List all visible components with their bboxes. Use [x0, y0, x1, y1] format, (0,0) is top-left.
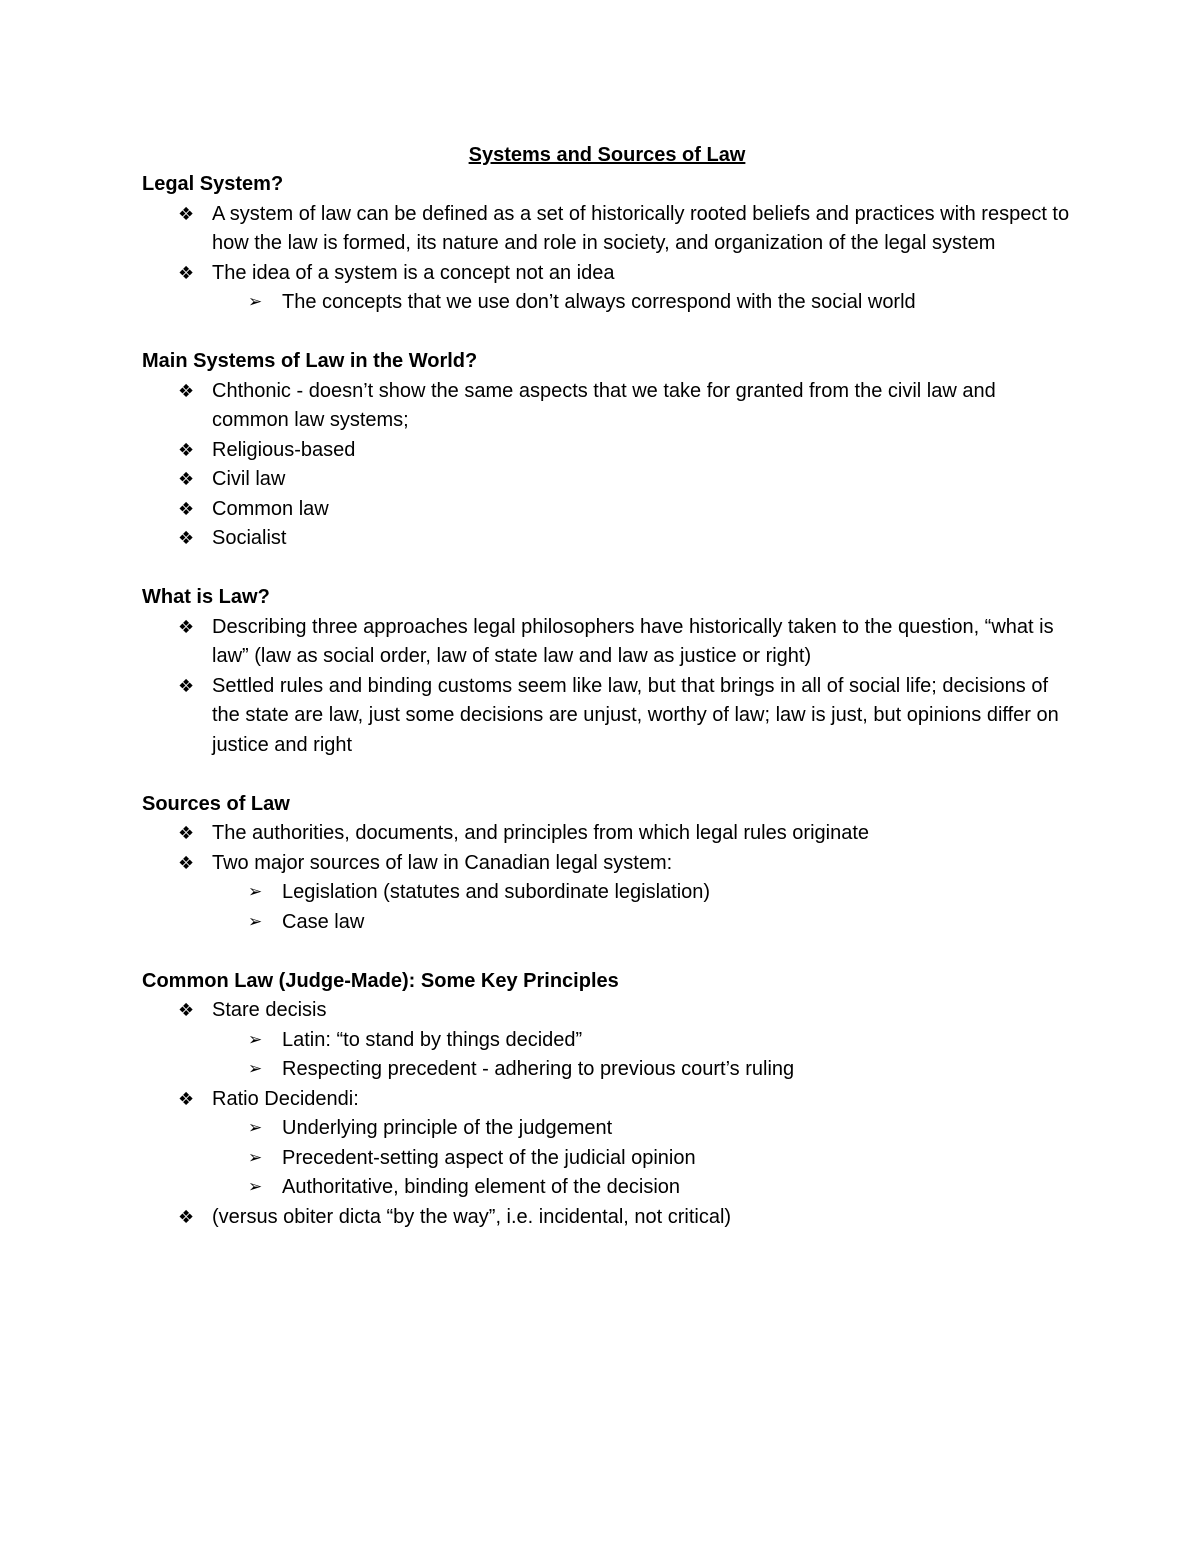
- list-item-text: Stare decisis: [212, 999, 327, 1021]
- section-heading: What is Law?: [142, 586, 270, 608]
- diamond-bullet-icon: ❖: [178, 380, 195, 402]
- list-item-text: Chthonic - doesn’t show the same aspects that we take for granted from the civil law and common law systems;: [212, 379, 996, 431]
- sub-list-item-text: Latin: “to stand by things decided”: [282, 1028, 583, 1051]
- list-item-text: Religious-based: [212, 438, 356, 461]
- list-item-text: Describing three approaches legal philosophers have historically taken to the question, “what is law” (law as social order, law of state law and law as justice or right): [212, 615, 1054, 667]
- list-item: [142, 436, 1072, 466]
- arrowhead-bullet-icon: ➢: [248, 292, 263, 312]
- sub-bullet-list: [212, 288, 1072, 318]
- sub-list-item: [212, 1173, 1072, 1203]
- bullet-list: [142, 819, 1072, 937]
- list-item: [142, 465, 1072, 495]
- diamond-bullet-icon: ❖: [178, 1206, 195, 1228]
- bullet-list: [142, 613, 1072, 761]
- section: [142, 583, 1072, 760]
- section: [142, 347, 1072, 554]
- sub-list-item-text: Underlying principle of the judgement: [282, 1117, 613, 1139]
- sub-list-item-text: Precedent-setting aspect of the judicial opinion: [282, 1146, 696, 1169]
- diamond-bullet-icon: ❖: [178, 1000, 195, 1021]
- list-item: [142, 613, 1072, 672]
- sub-list-item: [212, 288, 1072, 318]
- list-item-text: Common law: [212, 497, 329, 520]
- arrowhead-bullet-icon: ➢: [248, 1029, 263, 1050]
- list-item: [142, 524, 1072, 554]
- arrowhead-bullet-icon: ➢: [248, 1118, 263, 1138]
- list-item-text: The authorities, documents, and principles from which legal rules originate: [212, 822, 870, 844]
- diamond-bullet-icon: ❖: [178, 439, 195, 461]
- diamond-bullet-icon: ❖: [178, 1088, 195, 1110]
- bullet-list: [142, 200, 1072, 318]
- section-heading: Sources of Law: [142, 792, 290, 815]
- sub-list-item: [212, 878, 1072, 908]
- sub-list-item-text: Legislation (statutes and subordinate legislation): [282, 881, 711, 903]
- list-item: [142, 672, 1072, 761]
- sub-list-item: [212, 1114, 1072, 1144]
- section-heading: Common Law (Judge-Made): Some Key Principles: [142, 969, 619, 992]
- list-item: [142, 1085, 1072, 1203]
- arrowhead-bullet-icon: ➢: [248, 1177, 263, 1197]
- sub-bullet-list: [212, 1114, 1072, 1203]
- sub-list-item-text: Authoritative, binding element of the decision: [282, 1176, 681, 1198]
- list-item: [142, 495, 1072, 525]
- list-item: [142, 849, 1072, 938]
- list-item-text: Socialist: [212, 527, 287, 549]
- sub-bullet-list: [212, 1026, 1072, 1085]
- sub-list-item-text: The concepts that we use don’t always correspond with the social world: [282, 291, 916, 313]
- sub-list-item: [212, 1026, 1072, 1056]
- sub-bullet-list: [212, 878, 1072, 937]
- list-item-text: Two major sources of law in Canadian legal system:: [212, 851, 673, 874]
- list-item-text: The idea of a system is a concept not an idea: [212, 261, 615, 284]
- arrowhead-bullet-icon: ➢: [248, 911, 263, 932]
- list-item-text: Ratio Decidendi:: [212, 1087, 359, 1110]
- sub-list-item: [212, 1144, 1072, 1174]
- arrowhead-bullet-icon: ➢: [248, 882, 263, 902]
- section-heading: Main Systems of Law in the World?: [142, 350, 478, 372]
- sub-list-item: [212, 908, 1072, 938]
- list-item: [142, 377, 1072, 436]
- list-item: [142, 819, 1072, 849]
- sub-list-item-text: Case law: [282, 910, 365, 933]
- document-body: [142, 170, 1072, 1232]
- arrowhead-bullet-icon: ➢: [248, 1147, 263, 1168]
- bullet-list: [142, 996, 1072, 1232]
- list-item-text: Settled rules and binding customs seem like law, but that brings in all of social life; decisions of the state are law, just some decisions are unjust, worthy of law; law is just, but opinions differ on justice and right: [212, 674, 1059, 756]
- list-item: [142, 996, 1072, 1085]
- diamond-bullet-icon: ❖: [178, 528, 195, 549]
- sub-list-item: [212, 1055, 1072, 1085]
- diamond-bullet-icon: ❖: [178, 852, 195, 874]
- diamond-bullet-icon: ❖: [178, 498, 195, 520]
- list-item: [142, 1203, 1072, 1233]
- section-heading: Legal System?: [142, 173, 284, 195]
- bullet-list: [142, 377, 1072, 554]
- section: [142, 790, 1072, 938]
- arrowhead-bullet-icon: ➢: [248, 1059, 263, 1079]
- list-item-text: (versus obiter dicta “by the way”, i.e. incidental, not critical): [212, 1205, 732, 1228]
- diamond-bullet-icon: ❖: [178, 823, 195, 844]
- section: [142, 170, 1072, 318]
- list-item: [142, 259, 1072, 318]
- diamond-bullet-icon: ❖: [178, 616, 195, 638]
- sub-list-item-text: Respecting precedent - adhering to previous court’s ruling: [282, 1058, 795, 1080]
- document-page: [142, 140, 1072, 1262]
- list-item: [142, 200, 1072, 259]
- diamond-bullet-icon: ❖: [178, 675, 195, 697]
- list-item-text: Civil law: [212, 468, 286, 490]
- diamond-bullet-icon: ❖: [178, 469, 195, 490]
- diamond-bullet-icon: ❖: [178, 203, 195, 225]
- document-title: Systems and Sources of Law: [468, 144, 746, 166]
- section: [142, 967, 1072, 1233]
- list-item-text: A system of law can be defined as a set of historically rooted beliefs and practices with respect to how the law is formed, its nature and role in society, and organization of the legal system: [212, 202, 1070, 254]
- diamond-bullet-icon: ❖: [178, 262, 195, 284]
